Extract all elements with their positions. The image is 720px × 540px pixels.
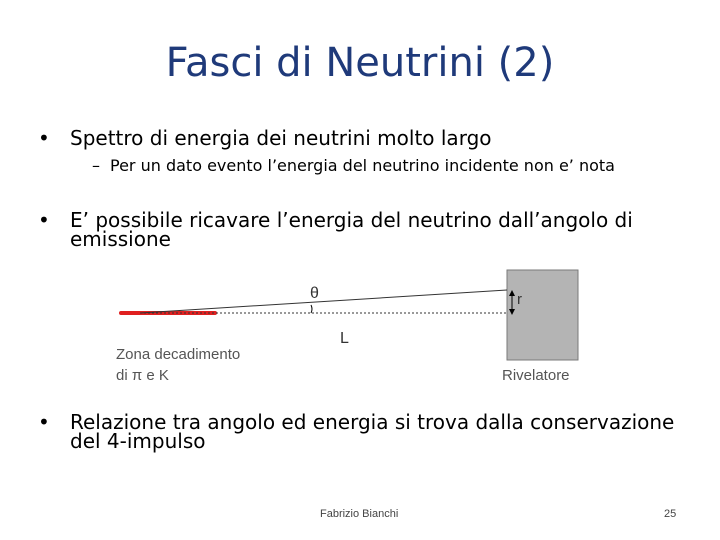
bullet-marker: • — [38, 208, 50, 232]
theta-label: θ — [310, 285, 319, 302]
sub-bullet-text: Per un dato evento l’energia del neutrino incidente non e’ nota — [110, 156, 615, 175]
detector-label: Rivelatore — [502, 367, 570, 384]
slide-title: Fasci di Neutrini (2) — [165, 40, 555, 86]
sub-bullet-marker: – — [92, 156, 100, 175]
detector-box — [507, 270, 578, 360]
bullet-text-line1: E’ possibile ricavare l’energia del neutrino dall’angolo di — [70, 208, 633, 232]
distance-L-label: L — [340, 330, 349, 347]
bullet-marker: • — [38, 126, 50, 150]
footer-author: Fabrizio Bianchi — [320, 508, 399, 520]
bullet-text-line1: Relazione tra angolo ed energia si trova dalla conservazione — [70, 410, 675, 434]
decay-zone-label-line2: di π e K — [116, 367, 169, 384]
decay-zone-label-line1: Zona decadimento — [116, 346, 241, 363]
footer-page-number: 25 — [664, 508, 677, 520]
theta-arc — [311, 305, 312, 313]
bullet-text-line2: emissione — [70, 227, 171, 251]
bullet-text-line2: del 4-impulso — [70, 429, 206, 453]
bullet-text: Spettro di energia dei neutrini molto largo — [70, 126, 492, 150]
bullet-marker: • — [38, 410, 50, 434]
r-label: r — [517, 291, 522, 308]
neutrino-direction-line — [140, 290, 507, 313]
